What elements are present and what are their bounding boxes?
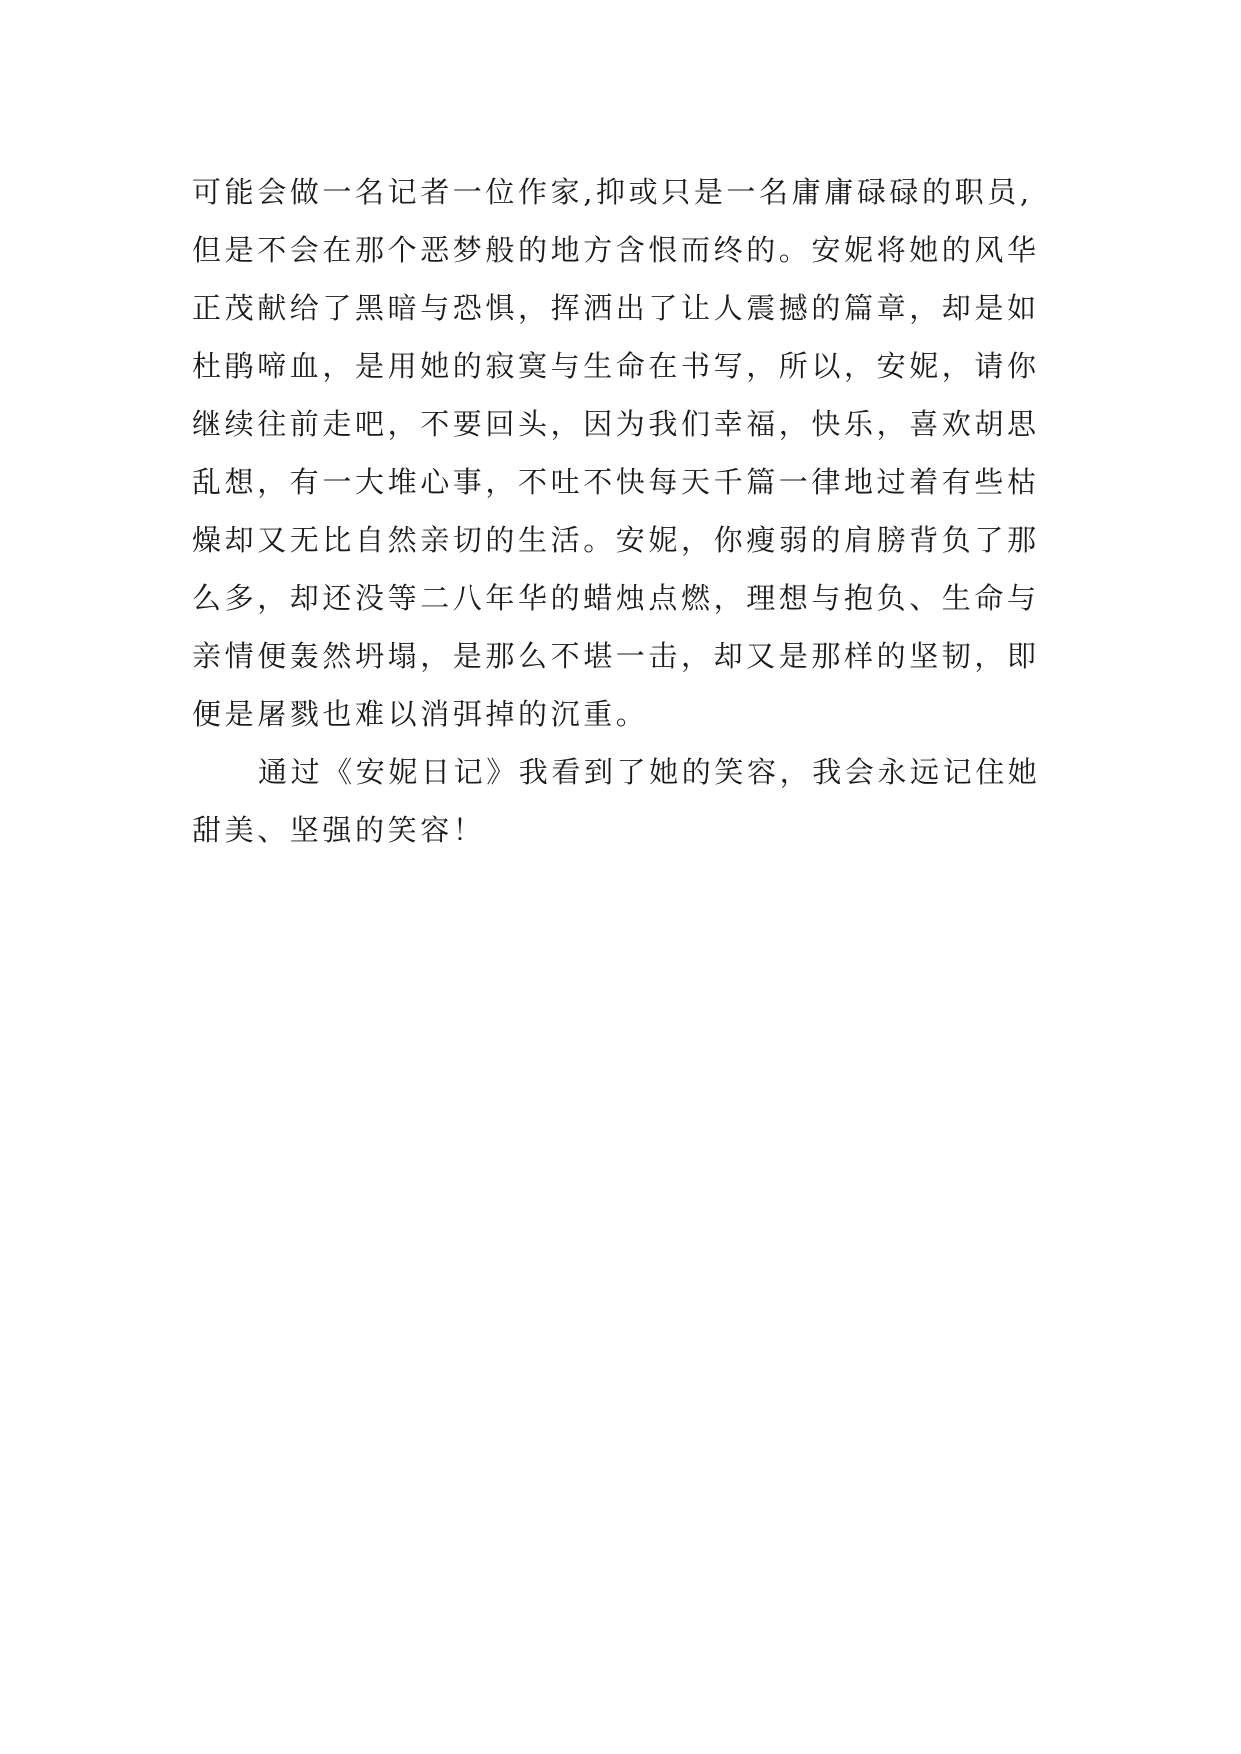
paragraph-line: 正茂献给了黑暗与恐惧，挥洒出了让人震撼的篇章，却是如: [192, 291, 1040, 325]
paragraph-line: 亲情便轰然坍塌，是那么不堪一击，却又是那样的坚韧，即: [192, 639, 1040, 673]
paragraph-line: 杜鹃啼血，是用她的寂寞与生命在书写，所以，安妮，请你: [192, 349, 1040, 383]
paragraph-line: 通过《安妮日记》我看到了她的笑容，我会永远记住她: [258, 755, 1041, 789]
body-text: [192, 163, 1092, 859]
paragraph-line: 但是不会在那个恶梦般的地方含恨而终的。安妮将她的风华: [192, 233, 1040, 267]
paragraph-line: 继续往前走吧，不要回头，因为我们幸福，快乐，喜欢胡思: [192, 407, 1040, 441]
paragraph-line: 可能会做一名记者一位作家,抑或只是一名庸庸碌碌的职员,: [192, 175, 1033, 209]
paragraph-line: 便是屠戮也难以消弭掉的沉重。: [192, 697, 649, 731]
paragraph-line: 么多，却还没等二八年华的蜡烛点燃，理想与抱负、生命与: [192, 581, 1040, 615]
paragraph-line: 燥却又无比自然亲切的生活。安妮，你瘦弱的肩膀背负了那: [192, 523, 1040, 557]
paragraph-line: 甜美、坚强的笑容！: [192, 813, 486, 847]
paragraph-line: 乱想，有一大堆心事，不吐不快每天千篇一律地过着有些枯: [192, 465, 1040, 499]
